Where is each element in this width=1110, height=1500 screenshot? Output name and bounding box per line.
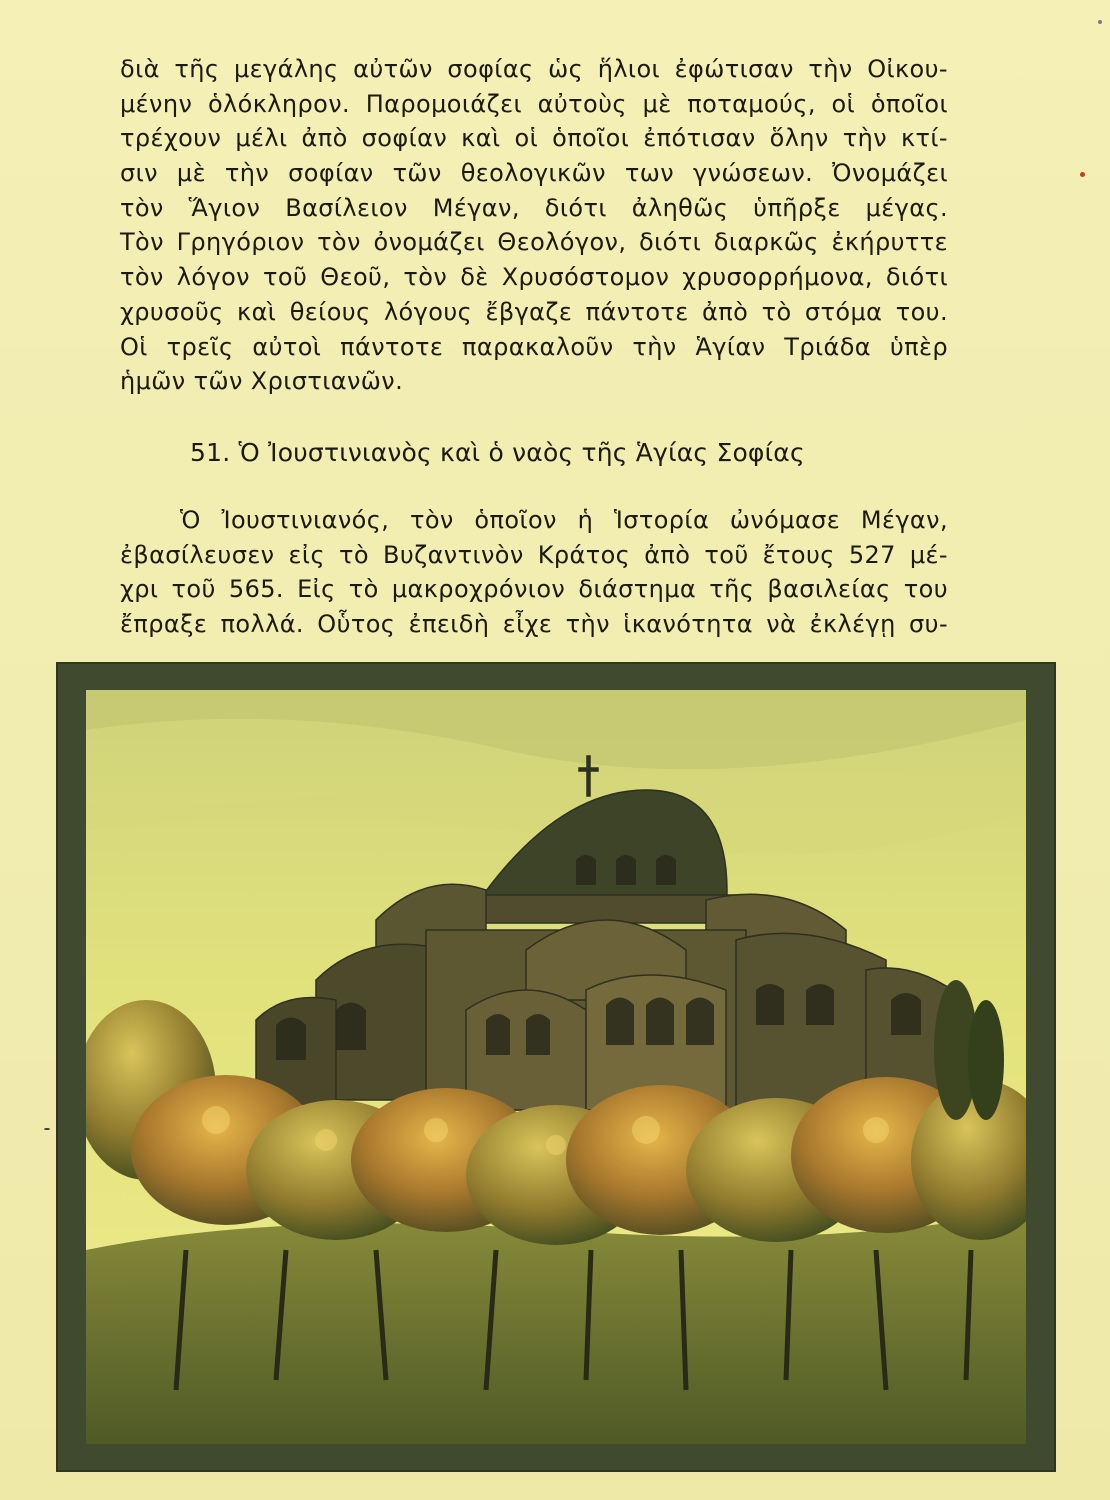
text-line: σιν μὲ τὴν σοφίαν τῶν θεολογικῶν των γνώσεων. Ὀνομάζει <box>120 159 948 188</box>
text-line: Ὁ Ἰουστινιανός, τὸν ὁποῖον ἡ Ἱστορία ὠνόμασε Μέγαν, <box>180 506 948 534</box>
hagia-sophia-painting-svg <box>86 690 1026 1444</box>
text-line: χρι τοῦ 565. Εἰς τὸ μακροχρόνιον διάστημα τῆς βασιλείας του <box>120 575 948 604</box>
text-line: τὸν λόγον τοῦ Θεοῦ, τὸν δὲ Χρυσόστομον χρυσορρήμονα, διότι <box>120 263 948 292</box>
text-line: Τὸν Γρηγόριον τὸν ὀνομάζει Θεολόγον, διότι διαρκῶς ἐκήρυττε <box>120 228 948 257</box>
text-line: ἔπραξε πολλά. Οὗτος ἐπειδὴ εἶχε τὴν ἱκανότητα νὰ ἐκλέγῃ συ- <box>120 610 948 639</box>
paragraph-2 <box>120 503 948 642</box>
text-line: ἐβασίλευσεν εἰς τὸ Βυζαντινὸν Κράτος ἀπὸ τοῦ ἔτους 527 μέ- <box>120 540 948 569</box>
illustration-painting <box>86 690 1026 1444</box>
paper-speck <box>1080 172 1085 177</box>
paper-speck <box>44 1128 50 1130</box>
section-heading: 51. Ὁ Ἰουστινιανὸς καὶ ὁ ναὸς τῆς Ἁγίας Σοφίας <box>190 438 805 467</box>
text-line: μένην ὁλόκληρον. Παρομοιάζει αὐτοὺς μὲ ποταμούς, οἱ ὁποῖοι <box>120 89 948 118</box>
text-line: Οἱ τρεῖς αὐτοὶ πάντοτε παρακαλοῦν τὴν Ἁγίαν Τριάδα ὑπὲρ <box>120 332 948 361</box>
text-line: διὰ τῆς μεγάλης αὐτῶν σοφίας ὡς ἥλιοι ἐφώτισαν τὴν Οἰκου- <box>120 55 948 83</box>
paper-speck <box>1098 20 1102 24</box>
text-line: ἡμῶν τῶν Χριστιανῶν. <box>120 367 404 396</box>
text-line: χρυσοῦς καὶ θείους λόγους ἔβγαζε πάντοτε ἀπὸ τὸ στόμα του. <box>120 297 948 326</box>
text-line: τὸν Ἅγιον Βασίλειον Μέγαν, διότι ἀληθῶς ὑπῆρξε μέγας. <box>120 193 948 222</box>
text-line: τρέχουν μέλι ἀπὸ σοφίαν καὶ οἱ ὁποῖοι ἐπότισαν ὅλην τὴν κτί- <box>120 124 948 153</box>
hagia-sophia-illustration <box>56 662 1056 1472</box>
paragraph-1 <box>120 52 948 399</box>
